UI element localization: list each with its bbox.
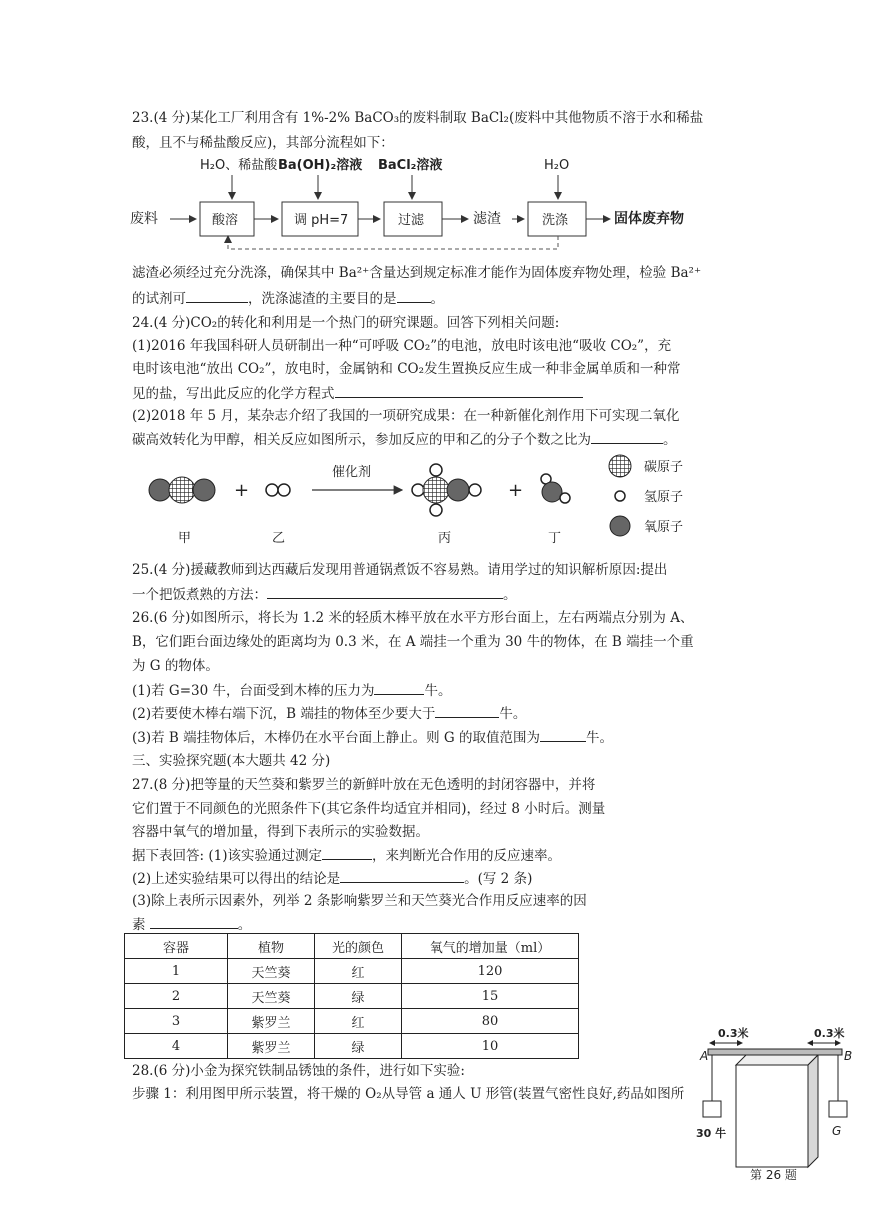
table-cell: 紫罗兰: [228, 1009, 315, 1034]
table-cell: 天竺葵: [228, 984, 315, 1009]
q26-part2-text: (2)若要使木棒右端下沉，B 端挂的物体至少要大于: [132, 706, 436, 722]
q24-blank-equation[interactable]: [335, 383, 583, 398]
q24-line6: [132, 429, 677, 450]
q26-blank-range[interactable]: [540, 727, 586, 742]
table-header-cell: 氧气的增加量（ml）: [402, 934, 579, 959]
flow-box-2: 调 pH=7: [294, 213, 349, 228]
molecule-jia: [149, 477, 215, 503]
label-yi: 乙: [272, 531, 286, 546]
q24-line6-end: 。: [663, 432, 677, 448]
table-header-cell: 容器: [125, 934, 228, 959]
flow-box-3: 过滤: [398, 213, 425, 228]
q28-line1: 28.(6 分)小金为探究铁制品锈蚀的条件，进行如下实验:: [132, 1063, 465, 1079]
table-cell: 红: [315, 959, 402, 984]
q26-part2: [132, 703, 526, 724]
q23-line1: 23.(4 分)某化工厂利用含有 1%-2% BaCO₃的废料制取 BaCl₂(废料中其他物质不溶于水和稀盐: [132, 110, 704, 126]
q27-line7-end: 。: [237, 917, 252, 933]
label-bing: 丙: [438, 531, 452, 546]
table-row: [125, 959, 579, 984]
q23-line4: [132, 288, 444, 309]
q24-line1: 24.(4 分)CO₂的转化和利用是一个热门的研究课题。回答下列相关问题:: [132, 315, 560, 331]
table-cell: 紫罗兰: [228, 1034, 315, 1059]
table-header-row: [125, 934, 579, 959]
q24-blank-ratio[interactable]: [591, 429, 663, 444]
q27-data-table: [124, 933, 579, 1059]
flow-top-label-1: H₂O、稀盐酸: [200, 158, 278, 173]
q27-line5: [132, 868, 532, 889]
q27-line1: 27.(8 分)把等量的天竺葵和紫罗兰的新鲜叶放在无色透明的封闭容器中，并将: [132, 777, 596, 793]
label-jia: 甲: [178, 531, 192, 546]
q27-blank-factors[interactable]: [150, 914, 238, 929]
q26-line3: 为 G 的物体。: [132, 658, 219, 674]
table-cell: 4: [125, 1034, 228, 1059]
q23-line4-c: 。: [430, 291, 444, 307]
q24-line3: 电时该电池“放出 CO₂”，放电时，金属钠和 CO₂发生置换反应生成一种非金属单质和一种常: [132, 361, 681, 377]
flow-top-label-3: BaCl₂溶液: [378, 158, 443, 173]
q23-line3: 滤渣必须经过充分洗涤，确保其中 Ba²⁺含量达到规定标准才能作为固体废弃物处理，检验 Ba²⁺: [132, 265, 702, 281]
q27-line4: [132, 845, 561, 866]
q25-line1: 25.(4 分)援藏教师到达西藏后发现用普通锅煮饭不容易熟。请用学过的知识解析原因:提出: [132, 562, 668, 578]
q26-part3: [132, 727, 613, 748]
q26-part1-text: (1)若 G=30 牛，台面受到木棒的压力为: [132, 683, 375, 699]
q27-blank-conclusion[interactable]: [340, 868, 464, 883]
table-cell: 10: [402, 1034, 579, 1059]
table-cell: 绿: [315, 1034, 402, 1059]
weight-right-label: G: [832, 1124, 842, 1138]
table-cell: 15: [402, 984, 579, 1009]
q26-line1: 26.(6 分)如图所示，将长为 1.2 米的轻质木棒平放在水平方形台面上，左右两端点分别为 A、: [132, 610, 694, 626]
q23-blank-purpose[interactable]: [397, 288, 431, 303]
table-header-cell: 光的颜色: [315, 934, 402, 959]
point-a: A: [700, 1049, 709, 1063]
flow-middle-label: 滤渣: [473, 211, 501, 227]
table-cell: 3: [125, 1009, 228, 1034]
q27-line7-text: 素: [132, 917, 146, 933]
q26-part3-text: (3)若 B 端挂物体后，木棒仍在水平台面上静止。则 G 的取值范围为: [132, 730, 540, 746]
q23-blank-reagent[interactable]: [186, 288, 248, 303]
flow-box-4: 洗涤: [542, 213, 569, 228]
flow-top-label-2: Ba(OH)₂溶液: [278, 158, 363, 173]
plus-1: +: [234, 480, 250, 501]
q26-line2: B，它们距台面边缘处的距离均为 0.3 米，在 A 端挂一个重为 30 牛的物体，在 B 端挂一个重: [132, 634, 694, 650]
q27-line7: [132, 914, 251, 935]
table-cell: 120: [402, 959, 579, 984]
dim-left-label: 0.3米: [718, 1027, 749, 1040]
flow-end-label: 固体废弃物: [614, 211, 684, 227]
q26-blank-pressure[interactable]: [374, 680, 424, 695]
flow-box-1: 酸溶: [212, 213, 239, 228]
q24-line4-text: 见的盐，写出此反应的化学方程式: [132, 386, 335, 402]
table-row: [125, 1009, 579, 1034]
q27-line5-end: 。(写 2 条): [464, 871, 533, 887]
q23-flow-diagram: [128, 155, 728, 255]
q26-part1: [132, 680, 451, 701]
table-cell: 红: [315, 1009, 402, 1034]
q26-part1-unit: 牛。: [424, 683, 452, 699]
weight-left-label: 30 牛: [696, 1127, 727, 1140]
q24-line6-text: 碳高效转化为甲醇，相关反应如图所示，参加反应的甲和乙的分子个数之比为: [132, 432, 591, 448]
molecule-yi: [266, 484, 290, 496]
q23-line2: 酸，且不与稀盐酸反应)，其部分流程如下：: [132, 135, 394, 151]
legend-oxygen: 氧原子: [644, 520, 684, 535]
legend-carbon: 碳原子: [644, 460, 684, 475]
q23-line4-a: 的试剂可: [132, 291, 186, 307]
q24-line2: (1)2016 年我国科研人员研制出一种“可呼吸 CO₂”的电池，放电时该电池“吸收 CO₂”，充: [132, 338, 672, 354]
figure-caption: 第 26 题: [750, 1168, 797, 1182]
q25-line2-end: 。: [503, 587, 517, 603]
q25-blank-method[interactable]: [267, 584, 503, 599]
plus-2: +: [508, 480, 524, 501]
table-cell: 天竺葵: [228, 959, 315, 984]
molecule-ding: [541, 474, 570, 503]
table-cell: 80: [402, 1009, 579, 1034]
q25-line2-text: 一个把饭煮熟的方法：: [132, 587, 267, 603]
table-row: [125, 984, 579, 1009]
q26-part3-unit: 牛。: [586, 730, 613, 746]
q25-line2: [132, 584, 517, 605]
table-cell: 2: [125, 984, 228, 1009]
legend: [609, 455, 683, 536]
q26-blank-min-weight[interactable]: [435, 703, 499, 718]
table-cell: 1: [125, 959, 228, 984]
dim-right-label: 0.3米: [814, 1027, 845, 1040]
point-b: B: [844, 1049, 853, 1063]
section-3-heading: 三、实验探究题(本大题共 42 分): [132, 753, 331, 769]
q27-line4-text: 据下表回答: (1)该实验通过测定: [132, 848, 322, 864]
q24-line5: (2)2018 年 5 月，某杂志介绍了我国的一项研究成果：在一种新催化剂作用下可实现二氧化: [132, 408, 680, 424]
q23-line4-b: ，洗涤滤渣的主要目的是: [248, 291, 397, 307]
q27-line5-text: (2)上述实验结果可以得出的结论是: [132, 871, 341, 887]
catalyst-label: 催化剂: [332, 465, 372, 480]
flow-start-label: 废料: [130, 211, 158, 227]
q28-line2: 步骤 1：利用图甲所示装置，将干燥的 O₂从导管 a 通人 U 形管(装置气密性良好,药品如图所: [132, 1086, 685, 1102]
table-cell: 绿: [315, 984, 402, 1009]
q26-part2-unit: 牛。: [499, 706, 527, 722]
legend-hydrogen: 氢原子: [644, 490, 684, 505]
q27-line6: (3)除上表所示因素外，列举 2 条影响紫罗兰和天竺葵光合作用反应速率的因: [132, 893, 587, 909]
flow-top-label-4: H₂O: [544, 158, 570, 173]
q27-line4-end: ，来判断光合作用的反应速率。: [371, 848, 561, 864]
table-header-cell: 植物: [228, 934, 315, 959]
q24-reaction-diagram: [140, 452, 760, 552]
q24-line4: [132, 383, 583, 404]
q27-line3: 容器中氧气的增加量，得到下表所示的实验数据。: [132, 824, 429, 840]
label-ding: 丁: [548, 531, 562, 546]
q27-blank-measure[interactable]: [322, 845, 372, 860]
molecule-bing: [412, 464, 481, 516]
q27-line2: 它们置于不同颜色的光照条件下(其它条件均适宜并相同)，经过 8 小时后。测量: [132, 801, 606, 817]
q26-figure: [690, 1025, 860, 1185]
table-row: [125, 1034, 579, 1059]
